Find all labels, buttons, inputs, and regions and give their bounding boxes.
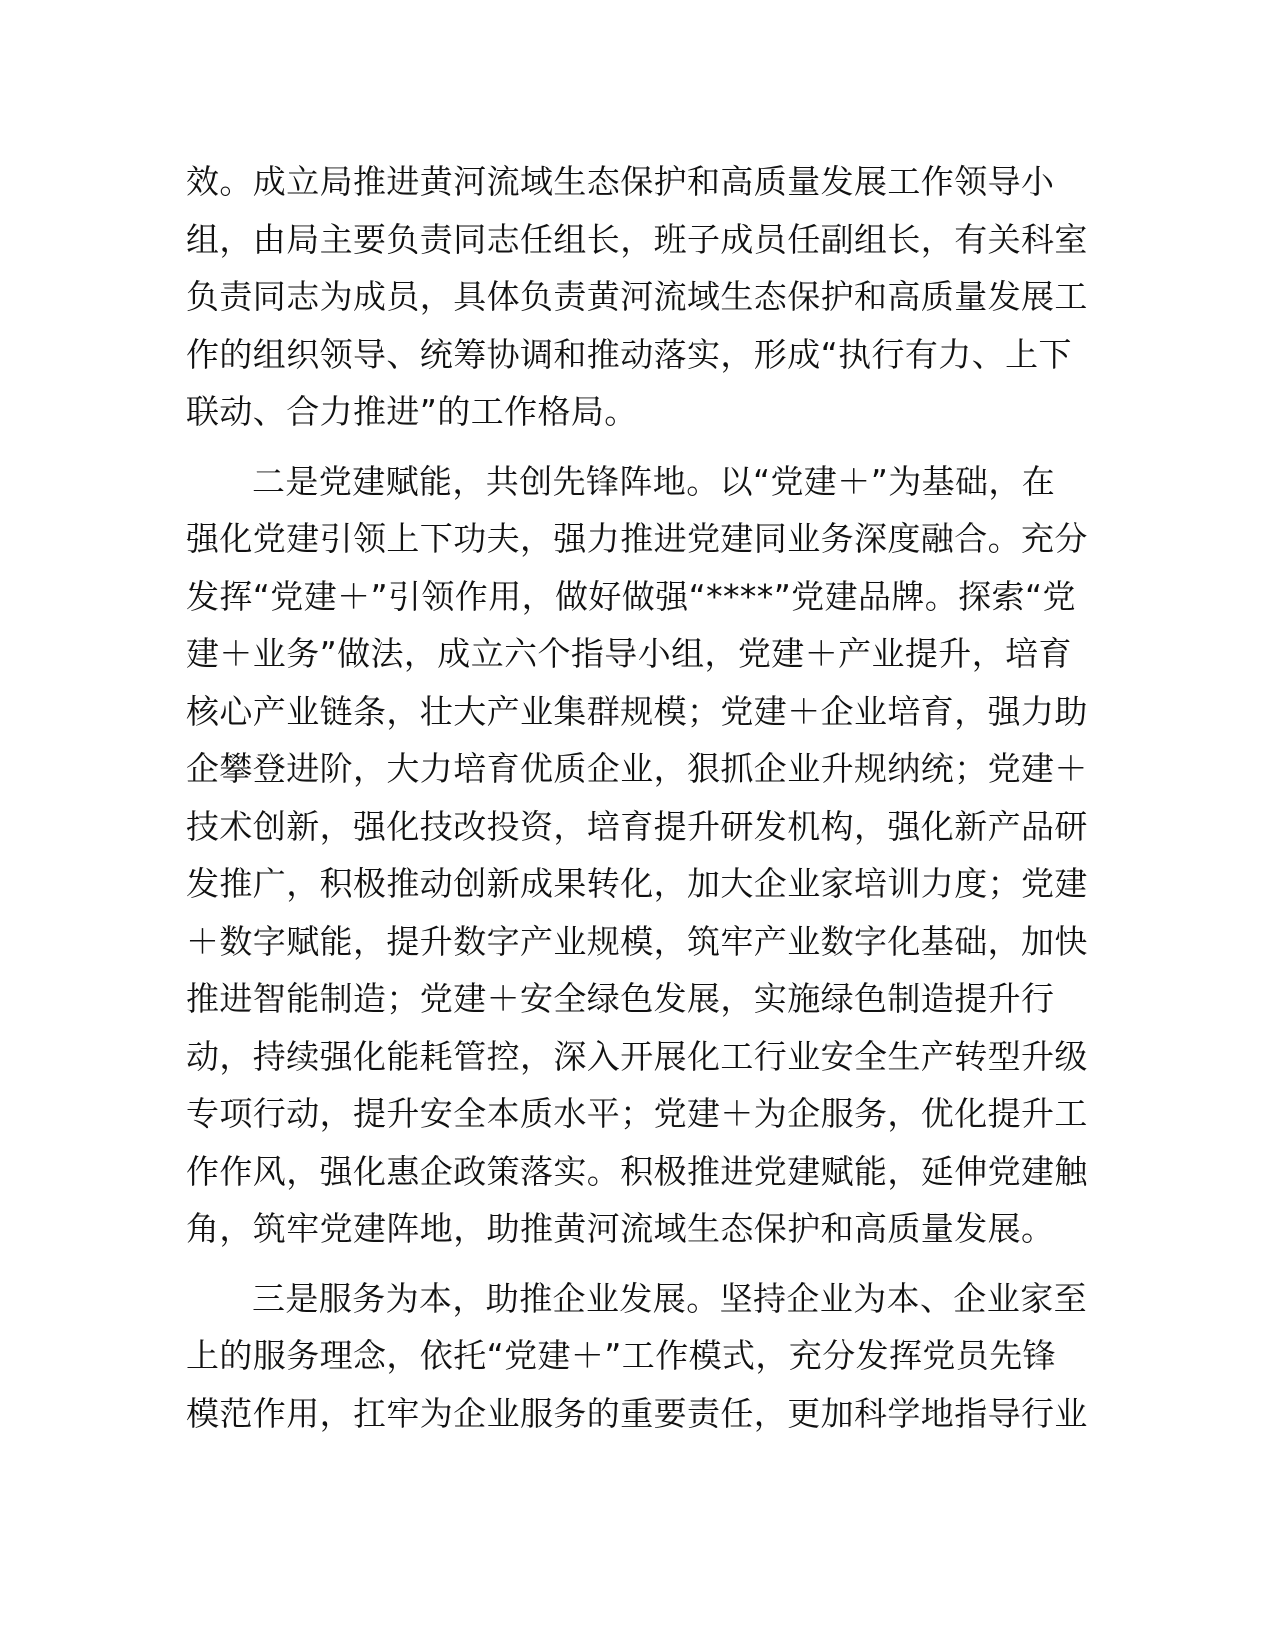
text-line: 核心产业链条，壮大产业集群规模；党建＋企业培育，强力助 bbox=[186, 691, 1088, 731]
text-line: 三是服务为本，助推企业发展。坚持企业为本、企业家至 bbox=[252, 1278, 1087, 1318]
text-line: 企攀登进阶，大力培育优质企业，狠抓企业升规纳统；党建＋ bbox=[186, 749, 1088, 788]
text-line: 作的组织领导、统筹协调和推动落实，形成“执行有力、上下 bbox=[186, 334, 1072, 374]
text-line: 组，由局主要负责同志任组长，班子成员任副组长，有关科室 bbox=[186, 219, 1088, 259]
text-line: 建＋业务”做法，成立六个指导小组，党建＋产业提升，培育 bbox=[186, 634, 1072, 673]
paragraph-1 bbox=[186, 153, 1090, 441]
text-line: 作作风，强化惠企政策落实。积极推进党建赋能，延伸党建触 bbox=[186, 1151, 1088, 1191]
text-line: 联动、合力推进”的工作格局。 bbox=[186, 392, 638, 431]
paragraph-3 bbox=[186, 1270, 1090, 1443]
text-line: 上的服务理念，依托“党建＋”工作模式，充分发挥党员先锋 bbox=[186, 1336, 1056, 1375]
text-line: 推进智能制造；党建＋安全绿色发展，实施绿色制造提升行 bbox=[186, 979, 1055, 1018]
text-line: 模范作用，扛牢为企业服务的重要责任，更加科学地指导行业 bbox=[186, 1393, 1088, 1433]
text-line: 专项行动，提升安全本质水平；党建＋为企服务，优化提升工 bbox=[186, 1094, 1088, 1133]
text-line: 角，筑牢党建阵地，助推黄河流域生态保护和高质量发展。 bbox=[186, 1209, 1055, 1248]
text-line: 强化党建引领上下功夫，强力推进党建同业务深度融合。充分 bbox=[186, 519, 1088, 558]
text-line: 效。成立局推进黄河流域生态保护和高质量发展工作领导小 bbox=[186, 162, 1055, 201]
text-line: 发推广，积极推动创新成果转化，加大企业家培训力度；党建 bbox=[186, 864, 1088, 903]
document-body bbox=[186, 153, 1090, 1442]
text-line: 负责同志为成员，具体负责黄河流域生态保护和高质量发展工 bbox=[186, 277, 1088, 316]
text-line: 发挥“党建＋”引领作用，做好做强“****”党建品牌。探索“党 bbox=[186, 576, 1076, 616]
text-line: ＋数字赋能，提升数字产业规模，筑牢产业数字化基础，加快 bbox=[186, 921, 1088, 961]
text-line: 动，持续强化能耗管控，深入开展化工行业安全生产转型升级 bbox=[186, 1036, 1088, 1076]
paragraph-2 bbox=[186, 453, 1090, 1258]
text-line: 技术创新，强化技改投资，培育提升研发机构，强化新产品研 bbox=[186, 806, 1088, 846]
text-line: 二是党建赋能，共创先锋阵地。以“党建＋”为基础，在 bbox=[252, 461, 1056, 501]
